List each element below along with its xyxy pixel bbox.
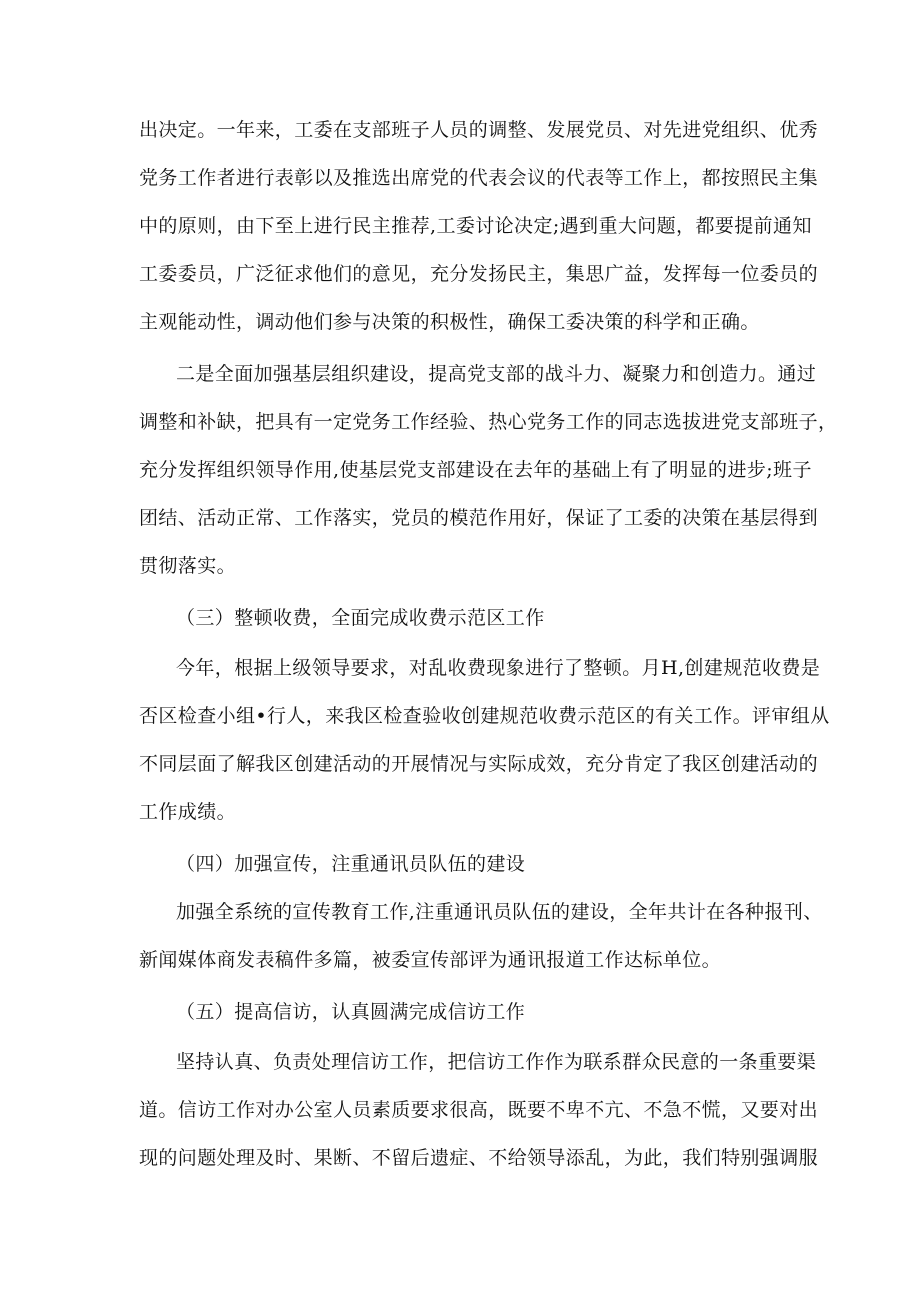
text-line: 道。信访工作对办公室人员素质要求很高，既要不卑不亢、不急不慌，又要对出 xyxy=(139,1099,819,1121)
text-line: 中的原则，由下至上进行民主推荐,工委讨论决定;遇到重大问题，都要提前通知 xyxy=(139,215,812,237)
text-line: 出决定。一年来，工委在支部班子人员的调整、发展党员、对先进党组织、优秀 xyxy=(139,119,819,141)
text-line: 新闻媒体商发表稿件多篇，被委宣传部评为通讯报道工作达标单位。 xyxy=(139,949,722,971)
section-heading: （五）提高信访，认真圆满完成信访工作 xyxy=(176,1001,526,1023)
text-line: 充分发挥组织领导作用,使基层党支部建设在去年的基础上有了明显的进步;班子 xyxy=(139,459,812,481)
paragraph-start-line: 坚持认真、负责处理信访工作，把信访工作作为联系群众民意的一条重要渠 xyxy=(176,1051,817,1073)
text-line: 工作成绩。 xyxy=(139,801,237,823)
text-line: 调整和补缺，把具有一定党务工作经验、热心党务工作的同志选拔进党支部班子， xyxy=(139,411,838,433)
paragraph-start-line: 加强全系统的宣传教育工作,注重通讯员队伍的建设，全年共计在各种报刊、 xyxy=(176,901,823,923)
text-line: 否区检查小组•行人，来我区检查验收创建规范收费示范区的有关工作。评审组从 xyxy=(139,705,830,727)
section-heading: （四）加强宣传，注重通讯员队伍的建设 xyxy=(176,853,526,875)
text-line: 现的问题处理及时、果断、不留后遗症、不给领导添乱，为此，我们特别强调服 xyxy=(139,1147,819,1169)
section-heading: （三）整顿收费，全面完成收费示范区工作 xyxy=(176,607,545,629)
text-line: 工委委员，广泛征求他们的意见，充分发扬民主，集思广益，发挥每一位委员的 xyxy=(139,263,819,285)
text-line: 贯彻落实。 xyxy=(139,555,237,577)
text-line: 不同层面了解我区创建活动的开展情况与实际成效，充分肯定了我区创建活动的 xyxy=(139,753,819,775)
paragraph-start-line: 二是全面加强基层组织建设，提高党支部的战斗力、凝聚力和创造力。通过 xyxy=(176,363,817,385)
text-line: 团结、活动正常、工作落实，党员的模范作用好，保证了工委的决策在基层得到 xyxy=(139,507,819,529)
text-line: 主观能动性，调动他们参与决策的积极性，确保工委决策的科学和正确。 xyxy=(139,311,760,333)
text-line: 党务工作者进行表彰以及推选出席党的代表会议的代表等工作上，都按照民主集 xyxy=(139,167,819,189)
paragraph-start-line: 今年，根据上级领导要求，对乱收费现象进行了整顿。月H,创建规范收费是 xyxy=(176,657,821,679)
